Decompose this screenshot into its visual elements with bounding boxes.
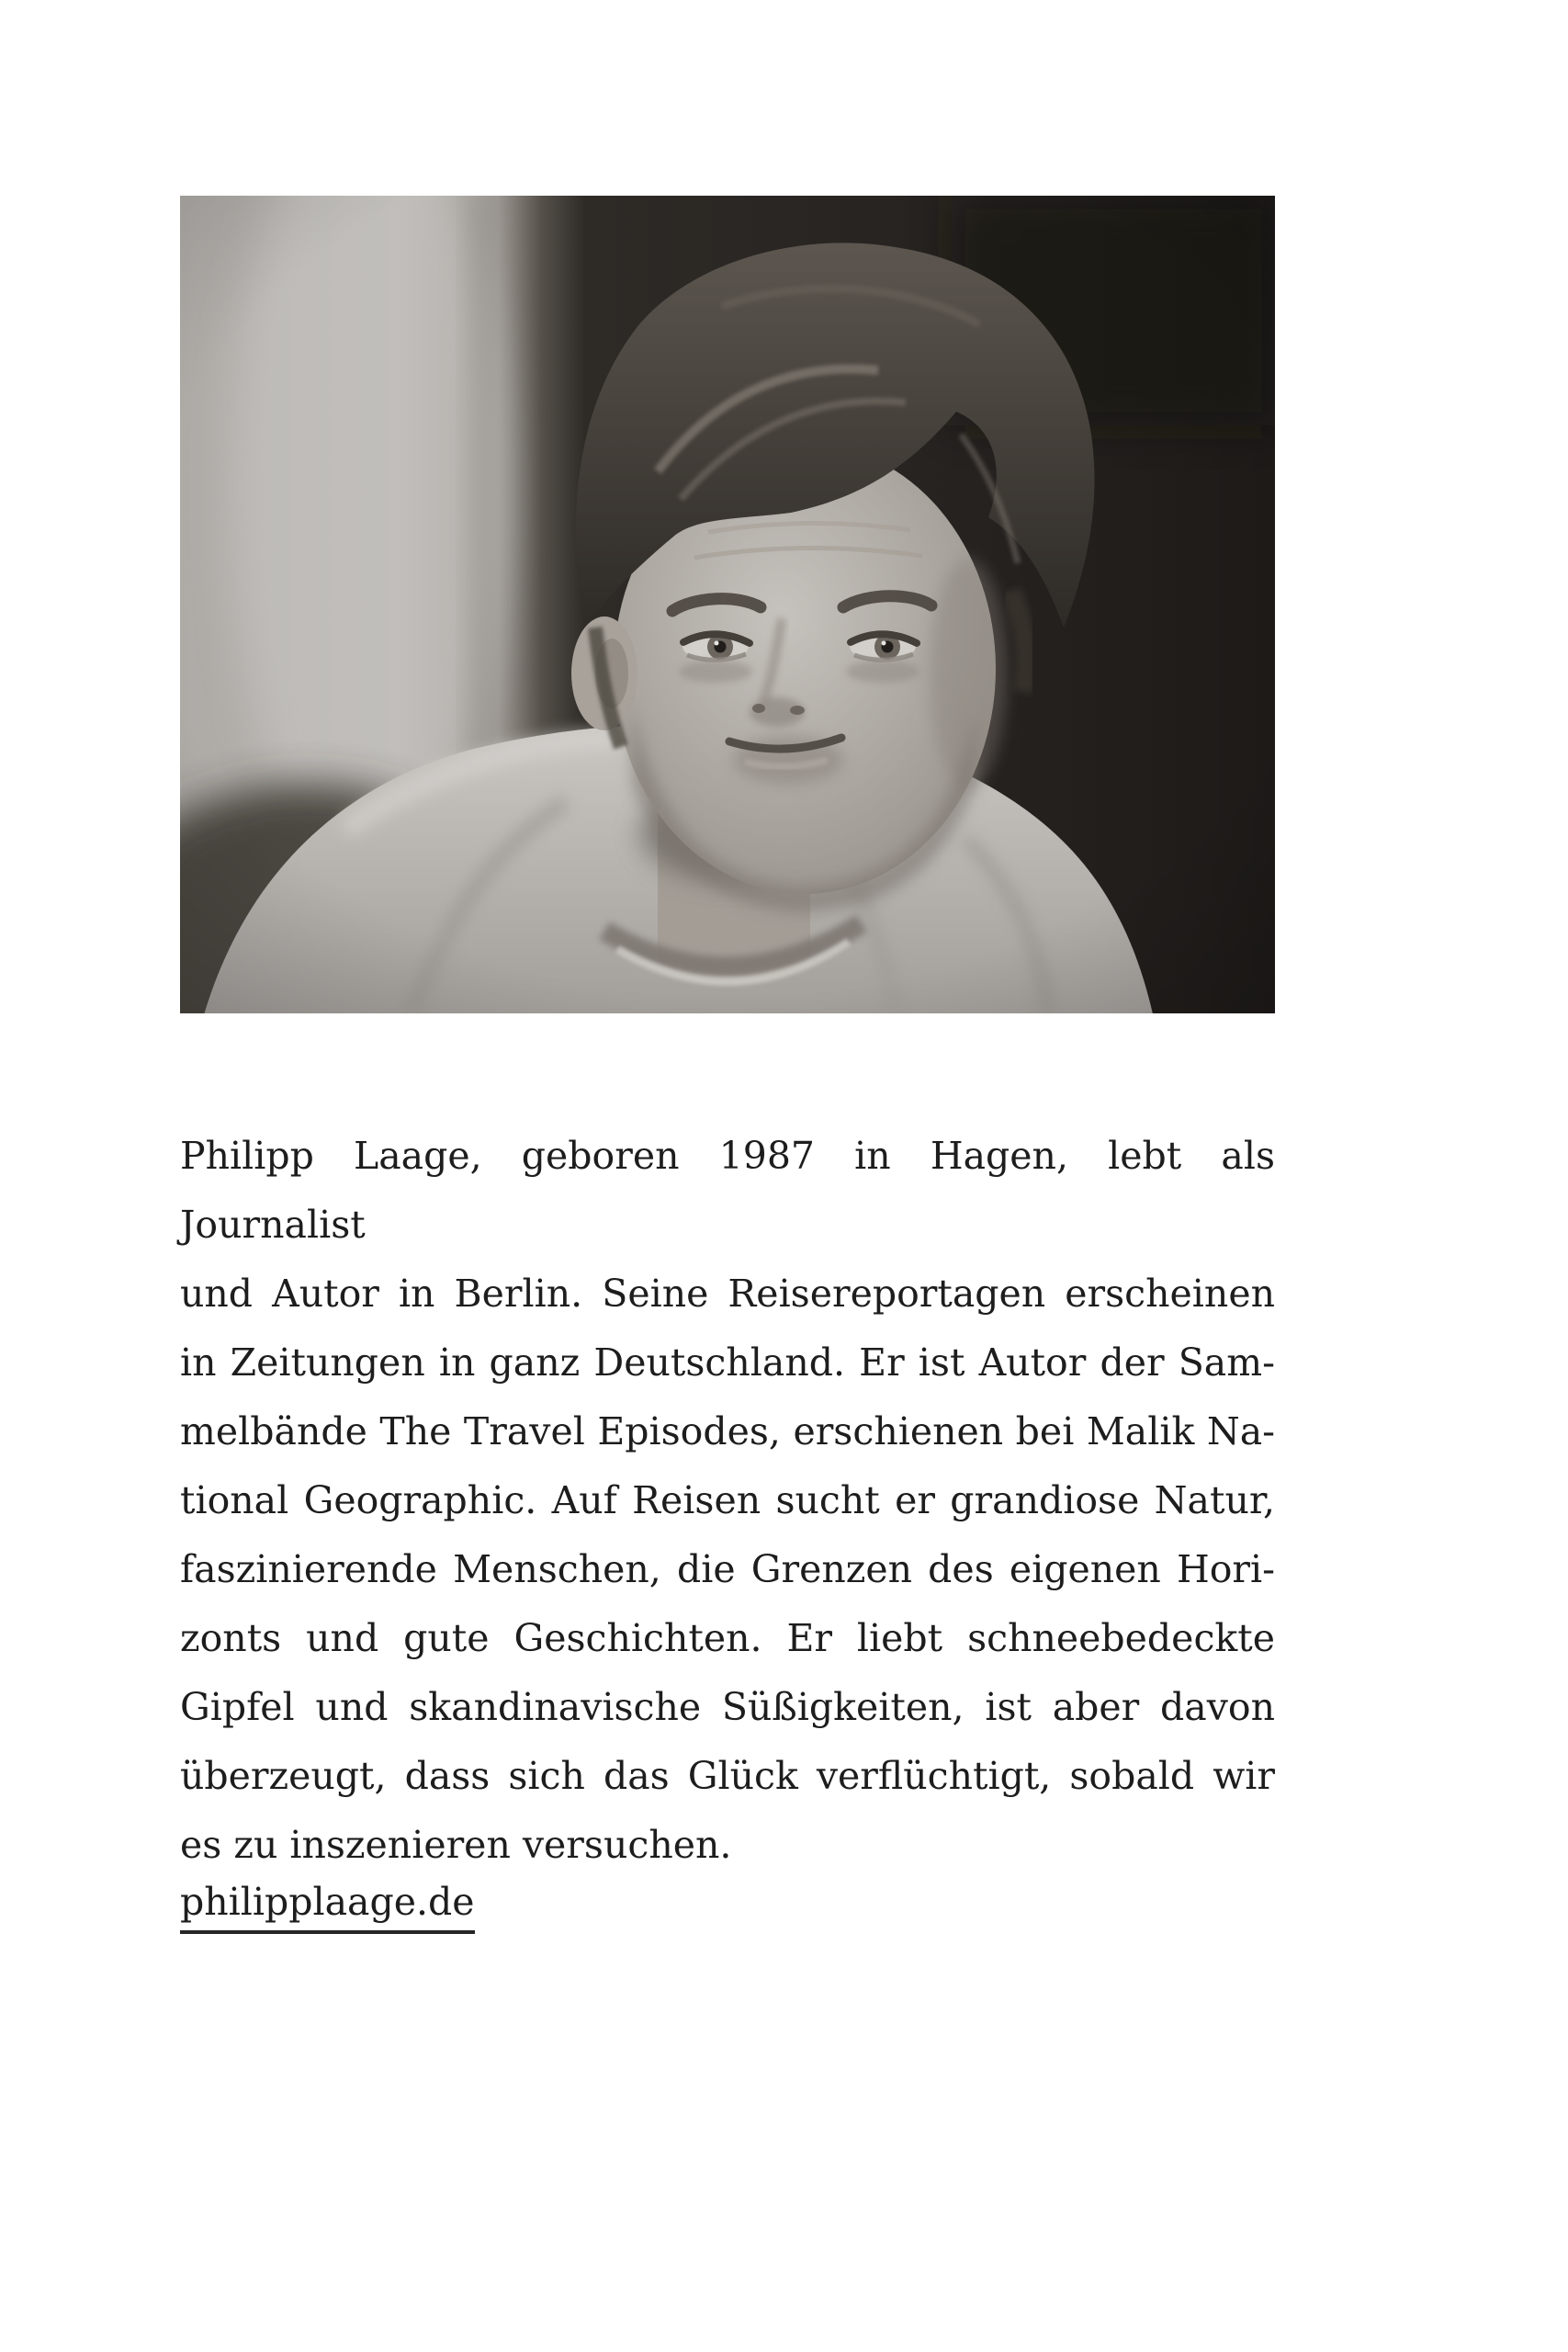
author-website-link[interactable]: philipplaage.de (180, 1883, 475, 1934)
author-website (180, 1880, 475, 1934)
author-bio-paragraph (180, 1122, 1275, 1880)
bio-line: zonts und gute Geschichten. Er liebt schneebedeckte (180, 1616, 1275, 1660)
bio-line: Philipp Laage, geboren 1987 in Hagen, lebt als Journalist (180, 1134, 1275, 1247)
bio-line: es zu inszenieren versuchen. (180, 1823, 732, 1867)
portrait-illustration (180, 196, 1275, 1013)
author-portrait-photo (180, 196, 1275, 1013)
bio-line: und Autor in Berlin. Seine Reisereportagen erscheinen (180, 1272, 1275, 1316)
bio-line: überzeugt, dass sich das Glück verflüchtigt, sobald wir (180, 1754, 1275, 1798)
bio-line: Gipfel und skandinavische Süßigkeiten, ist aber davon (180, 1685, 1275, 1729)
bio-line: faszinierende Menschen, die Grenzen des eigenen Hori- (180, 1547, 1275, 1591)
bio-line: melbände The Travel Episodes, erschienen bei Malik Na- (180, 1409, 1275, 1453)
bio-line: tional Geographic. Auf Reisen sucht er grandiose Natur, (180, 1478, 1275, 1522)
bio-line: in Zeitungen in ganz Deutschland. Er ist Autor der Sam- (180, 1340, 1275, 1385)
